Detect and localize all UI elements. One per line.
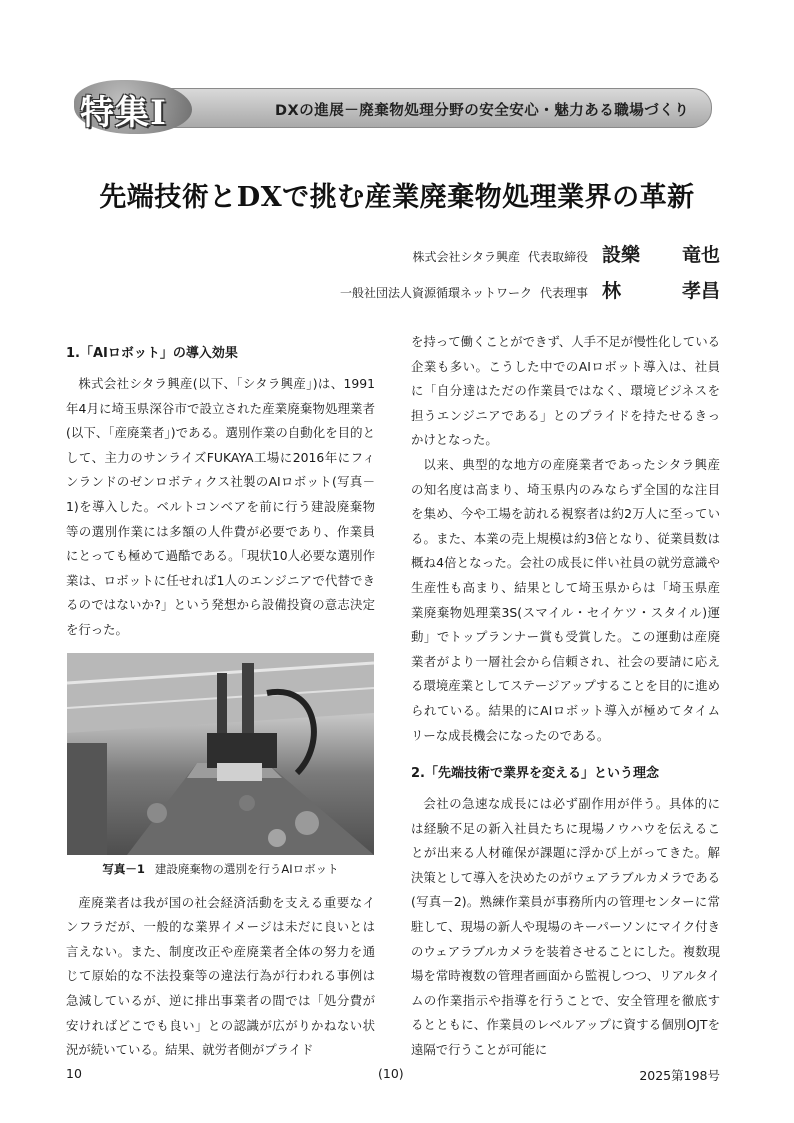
- author-name-family: 林: [602, 280, 622, 302]
- author-name-given: 竜也: [681, 244, 720, 266]
- photo-ai-robot: [67, 653, 374, 855]
- author-role: 代表取締役: [527, 250, 588, 264]
- left-column: [66, 342, 375, 1063]
- paragraph: 以来、典型的な地方の産廃業者であったシタラ興産の知名度は高まり、埼玉県内のみならず全国的な注目を集め、今や工場を訪れる視察者は約2万人に至っている。また、本業の売上規模は約3倍となり、従業員数は概ね4倍となった。会社の成長に伴い社員の就労意識や生産性も高まり、結果として埼玉県からは「埼玉県産業廃棄物処理業3S(スマイル・セイケツ・スタイル)運動」でトップランナー賞も受賞した。この運動は産廃業者がより一層社会から信頼され、社会の要請に応える環境産業としてステージアップすることを目的に進められている。結果的にAIロボット導入が極めてタイムリーな成長機会になったのである。: [411, 456, 720, 743]
- page-number-center: (10): [378, 1066, 404, 1081]
- feature-badge: [70, 76, 200, 138]
- photo-caption: [66, 859, 375, 879]
- right-column: [411, 330, 720, 1063]
- section-heading-2: 2.「先端技術で業界を変える」という理念: [411, 766, 659, 782]
- author-org: 一般社団法人資源循環ネットワーク: [339, 286, 532, 300]
- photo-caption-label: 写真－1: [102, 861, 145, 876]
- page-number-left: 10: [66, 1066, 82, 1081]
- photo-caption-text: 建設廃棄物の選別を行うAIロボット: [154, 861, 339, 876]
- issue-number: 2025第198号: [639, 1068, 720, 1083]
- article-title: 先端技術とDXで挑む産業廃棄物処理業界の革新: [99, 182, 695, 213]
- author-name: [602, 240, 720, 267]
- author-name-given: 孝昌: [681, 280, 720, 302]
- author-role: 代表理事: [539, 286, 588, 300]
- paragraph: 産廃業者は我が国の社会経済活動を支える重要なインフラだが、一般的な業界イメージは未だに良いとは言えない。また、制度改正や産廃業者全体の努力を通じて原始的な不法投棄等の違法行為が行われる事例は急減しているが、逆に排出事業者の間では「処分費が安ければどこでも良い」との認識が広がりかねない状況が続いている。結果、就労者側がプライド: [66, 894, 375, 1058]
- banner-theme: DXの進展－廃棄物処理分野の安全安心・魅力ある職場づくり: [275, 103, 690, 119]
- author-org: 株式会社シタラ興産: [412, 250, 520, 264]
- section-heading-1: 1.「AIロボット」の導入効果: [66, 346, 238, 361]
- author-line-1: [412, 240, 720, 267]
- author-name: [602, 276, 720, 303]
- paragraph: 株式会社シタラ興産(以下、「シタラ興産」)は、1991年4月に埼玉県深谷市で設立された産業廃棄物処理業者(以下、「産廃業者」)である。選別作業の自動化を目的として、主力のサンライズFUKAYA工場に2016年にフィンランドのゼンロボティクス社製のAIロボット(写真－1)を導入した。ベルトコンベアを前に行う建設廃棄物等の選別作業には多額の人件費が必要であり、作業員にとっても極めて過酷である。「現状10人必要な選別作業は、ロボットに任せれば1人のエンジニアで代替できるのではないか?」という発想から設備投資の意志決定を行った。: [66, 376, 375, 637]
- feature-banner: [70, 82, 710, 132]
- author-line-2: [340, 276, 720, 303]
- badge-label: 特集Ⅰ: [80, 93, 167, 133]
- paragraph: 会社の急速な成長には必ず副作用が伴う。具体的には経験不足の新入社員たちに現場ノウハウを伝えることが出来る人材確保が課題に浮かび上がってきた。解決策として導入を決めたのがウェアラブルカメラである(写真－2)。熟練作業員が事務所内の管理センターに常駐して、現場の新人や現場のキーパーソンにマイク付きのウェアラブルカメラを装着させることにした。複数現場を常時複数の管理者画面から監視しつつ、リアルタイムの作業指示や指導を行うことで、安全管理を徹底するとともに、作業員のレベルアップに資する個別OJTを遠隔で行うことが可能に: [411, 796, 720, 1058]
- paragraph-continued: を持って働くことができず、人手不足が慢性化している企業も多い。こうした中でのAIロボット導入は、社員に「自分達はただの作業員ではなく、環境ビジネスを担うエンジニアである」とのプライドを持たせるきっかけとなった。: [411, 334, 720, 448]
- author-name-family: 設樂: [602, 244, 641, 266]
